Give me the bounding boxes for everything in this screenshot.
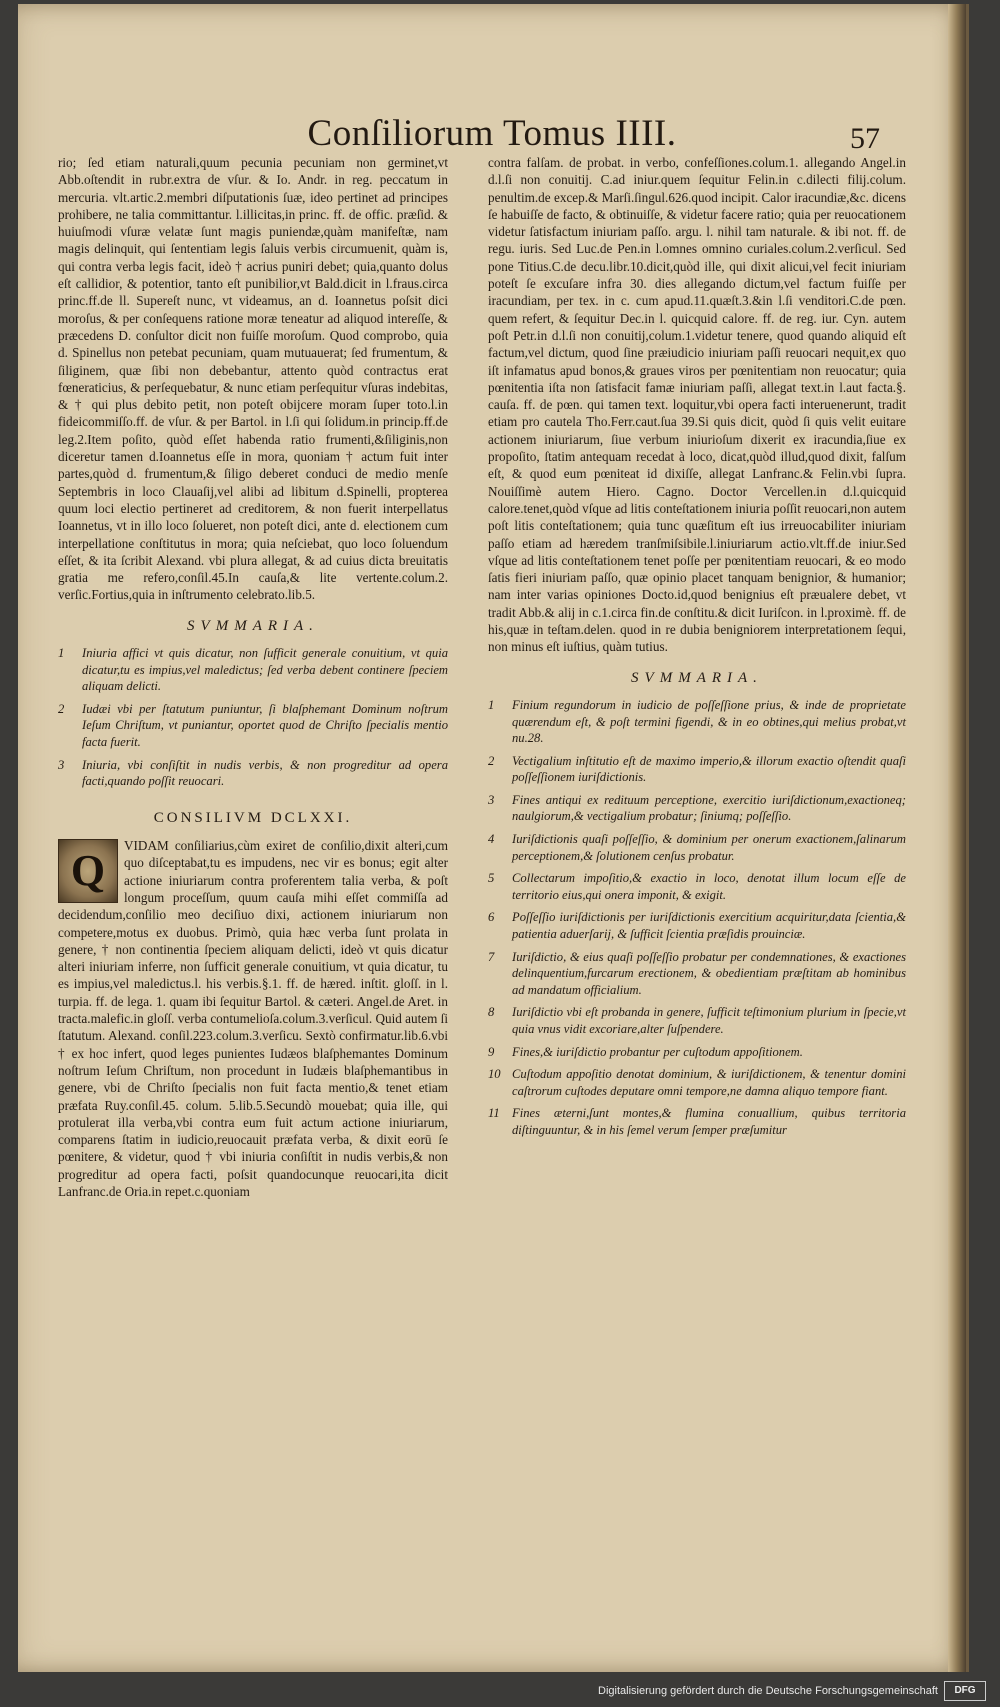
summaria-item: 8 Iuriſdictio vbi eſt probanda in genere, ſufficit teſtimonium plurium in ſpecie,vt quia vnus vidit excoriare,alter ſuſpendere. [488, 1005, 906, 1036]
summaria-item: 3 Fines antiqui ex redituum perceptione, exercitio iuriſdictionum,exactioneq; naulgiorum,& vectigalium probatur; ſiniumq; poſſeſſio. [488, 792, 906, 824]
summaria-item: 7 Iuriſdictio, & eius quaſi poſſeſſio probatur per condemnationes, & exactiones delinquentium,furcarum erectionem, & obedientiam præſtitam ab hominibus ad mandatum officialium. [488, 949, 906, 997]
left-summaria-list [58, 645, 448, 790]
decorated-initial: Q [58, 839, 118, 903]
left-column [58, 154, 448, 1200]
summaria-item: 11 Fines æterni,ſunt montes,& flumina conuallium, quibus territoria diſtinguuntur, & in his ſemel verum ſemper præſumitur [488, 1106, 906, 1137]
left-summaria-heading: SVMMARIA. [187, 617, 319, 634]
right-body-text: contra falſam. de probat. in verbo, confeſſiones.colum.1. allegando Angel.in d.l.ſi non conuitij. C.ad iniur.quem ſequitur Felin.in c.dilecti filij.colum. penultim.de excep.& Marſi.ſingul.626.quod incipit. Calor iracundiæ,&c. dicens ſe habuiſſe de facto, & obtinuiſſe, & videtur facere ratio; quia per reuocationem videtur ſatisfactum iniuriam paſſo. argu. l. nihil tam naturale. & ibi not. ff. de regu. iuris. Sed Luc.de Pen.in l.omnes omnino curiales.colum.2.verſicul. Sed pone Titius.C.de decu.libr.10.dicit,quòd ille, qui dixit alicui,vel fecit iniuriam poteſt ſe excuſare infra 30. dies allegando dictum,vel factum fuiſſe per iracundiam, per tex. in c. cum apud.11.quæſt.3.&in l.ſi venditori.C.de pœn. quem refert, & ſequitur Dec.in l. quicquid calore. ff. de reg. iur. Cyn. autem poſt Petr.in d.l.ſi non conuitij,colum.1.videtur tenere, quod quando aliquid eſt factum,vel dictum, quod ſine præiudicio iniuriam paſſi reuocari nequit,ex quo iſt infamatus apud bonos,& graues viros per pœnitentiam non reuocatur; quia pœnitentia iſta non ſatisfacit famæ iniuriam paſſi, allegat text.in l.aut facta.§. cauſa. ff. de pœn. qui tamen text. loquitur,vbi opera facti interuenerunt, tradit etiam pro cautela Tho.Ferr.caut.ſua 39.Si quis dicit, quòd ſi quis velit euitare actionem iniuriarum, ſiue verbum iniurioſum dixerit ex iracundia,ſiue ex propoſito, ſtatim antequam recedat à loco, dicat,quòd illud,quod dixit, falſum eſt, & quod eum pœniteat id dixiſſe, allegat Lanfranc.& Felin.vbi ſupra. Nouiſſimè autem Hiero. Cagno. Doctor Vercellen.in d.l.quicquid calore.tenet,quòd vſque ad litis conteſtationem iniuria poſſit reuocari,non autem poſt litis conteſtationem; quia tunc quæſitum eſt ius irreuocabiliter iniuriam paſſo etiam ad hæredem tranſmiſsibile.l.iniuriarum actio.vlt.ff.de iniur.Sed vſque ad litis conteſtationem tenet poſſe per pœnitentiam reuocari, & eo modo ſatis fieri iniuriam paſſo, quæ opinio placet tanquam benignior, & humanior; nam inter varias opiniones Docto.id,quod benignius eſt præualere debet, vt tradit Abb.& alij in c.1.circa fin.de conſtitu.& dicit Iuriſcon. in l.proximè. ff. de his,quæ in teſtam.delen. quod in re dubia benigniorem interpretationem ſequi, non minus eſt iuſtius, quàm tutius. [488, 155, 906, 655]
summaria-item: 2 Iudæi vbi per ſtatutum puniuntur, ſi blaſphemant Dominum noſtrum Ieſum Chriſtum, vt puniantur, oportet quod de Chriſto ſpecialis mentio facta fuerit. [58, 701, 448, 749]
dfg-logo: DFG [944, 1681, 986, 1701]
right-summaria-heading: SVMMARIA. [631, 669, 763, 686]
summaria-item: 5 Collectarum impoſitio,& exactio in loco, denotat illum locum eſſe de territorio eius,qui onera imponit, & exigit. [488, 871, 906, 902]
summaria-item: 9 Fines,& iuriſdictio probantur per cuſtodum appoſitionem. [488, 1044, 803, 1059]
running-title: Conſiliorum Tomus IIII. [307, 113, 677, 154]
summaria-item: 3 Iniuria, vbi conſiſtit in nudis verbis, & non progreditur ad opera facti,quando poſſit reuocari. [58, 757, 448, 789]
summaria-item: 1 Iniuria affici vt quis dicatur, non ſufficit generale conuitium, vt quia dicatur,tu es impius,vel maledictus; ſed verba debent continere ſpeciem aliquam delicti. [58, 646, 448, 694]
consilium-heading: CONSILIVM DCLXXI. [153, 809, 353, 826]
summaria-item: 6 Poſſeſſio iuriſdictionis per iuriſdictionis exercitium acquiritur,data ſcientia,& patientia aduerſarij, & ſufficit ſcientia præſidis prouinciæ. [488, 910, 906, 942]
footer-credit: Digitalisierung gefördert durch die Deutsche Forschungsgemeinschaft [598, 1685, 938, 1697]
page-edge [948, 4, 966, 1672]
right-column [488, 154, 906, 1145]
summaria-item: 1 Finium regundorum in iudicio de poſſeſſione prius, & inde de proprietate quærendum eſt, & poſt termini figendi, & in eo obtines,qui melius probat,vt nu.28. [488, 697, 906, 746]
summaria-item: 4 Iuriſdictionis quaſi poſſeſſio, & dominium per onerum exactionem,ſalinarum perceptionem,& ſolutionem cenſus probatur. [488, 832, 906, 863]
summaria-item: 2 Vectigalium inſtitutio eſt de maximo imperio,& illorum exactio oſtendit quaſi poſſeſſionem iuriſdictionis. [488, 753, 906, 785]
right-summaria-list [488, 697, 906, 1139]
left-body-text: rio; ſed etiam naturali,quum pecunia pecuniam non germinet,vt Abb.oſtendit in rubr.extra de vſur. & Io. Andr. in reg. peccatum in mercuria. vlt.artic.2.membri diſputationis ſuæ, ideo pertinet ad principes prohibere, ne talia committantur. l.illicitas,in princ. ff. de offic. præſid. & huiuſmodi vſuræ velatæ ſunt magis puniendæ,quàm manifeſtæ, nam magis delinquit, qui ſententiam legis ſaluis verbis circumuenit, quàm is, qui contra verba legis facit, ideò † acrius puniri debet; quia,quanto dolus eſt callidior, & potentior, tanto eſt punibilior,vt Bald.dicit in l.fraus.circa princ.ff.de ll. Supereſt nunc, vt videamus, an d. Ioannetus poſsit dici moroſus, & per conſequens ratione moræ teneatur ad aliquod intereſſe, & præcedens D. conſultor dicit non fuiſſe moroſum. Quod comprobo, quia d. Spinellus non petebat pecuniam, quam mutuauerat; ſed frumentum, & ſiliginem, quæ ſibi non debebantur, attento quòd contractus erat fœneraticius, & perſequebatur, & nunc etiam perſequitur vſuras indebitas, & † qui plus debito petit, non poteſt obijcere moram ſuper toto.l.in fideicommiſſo.ff. de vſur. & per Bartol. in l.ſi qui ſolidum.in princip.ff.de leg.2.Item poſito, quòd eſſet habenda ratio frumenti,&ſiliginis,non diceretur tamen d.Ioannetus eſſe in mora, quoniam † actum fuit inter partes,quòd d. frumentum,& ſiligo deberet conduci de medio menſe Septembris in loco Clauaſij,vel alibi ad libitum d.Spinelli, propterea quum loci electio pertineret ad creditorem, & non fuerit interpellatus Ioannetus, vt in illo loco ſolueret, non poteſt dici, ante d. electionem cum interpellatione conſtitutus in mora; quia neſciebat, quo loco ſoluendum eſſet, & ita ſcribit Alexand. vbi plura allegat, & ad cuius dicta breuitatis gratia me refero,conſil.45.In cauſa,& lite vertente.colum.2. verſic.Fortius,quia in inſtrumento celebrato.lib.5. [58, 155, 448, 603]
page-number: 57 [850, 122, 880, 155]
footer-bar [0, 1673, 1000, 1707]
book-page [18, 4, 969, 1672]
consilium-body: Q VIDAM conſiliarius,cùm exiret de conſilio,dixit alteri,cum quo diſceptabat,tu es impudens, nec vir es bonus; egit alter actione iniuriarum contra proferentem talia verba, & poſt longum proceſſum, quum cauſa mihi eſſet commiſſa ad decidendum,conſilio meo deciſiuo dixi, actionem iniuriarum non competere,motus ex duobus. Primò, quia hæc verba ſunt prolata in genere, † non continentia ſpeciem aliquam delicti, ideò vt quis dicatur alteri iniuriam inferre, non ſufficit generale conuitium, vt quia dicatur, tu es impius,vel maledictus.l. his verbis.§.1. ff. de hæred. inſtit. gloſſ. in l. turpia. ff. de lega. 1. quam ibi ſequitur Bartol. & cæteri. Angel.de Aret. in tracta.malefic.in gloſſ. verba contumelioſa.colum.3.verſicul. Quid autem ſi ſtatutum. Alexand. conſil.223.colum.3.verſicu. Sextò confirmatur.lib.6.vbi † ex hoc infert, quod leges punientes Iudæos blaſphemantes Dominum noſtrum Ieſum Chriſtum, non procedunt in Iudæis blaſphemantibus in genere, vbi de Chriſto ſpecialis non fuit facta mentio,& tenet etiam præfata Ruy.conſil.45. colum. 5.lib.5.Secundò mouebat; quia ille, qui protulerat illa verba,vbi contra eum fuit actum actione iniuriarum, comparens ſtatim in iudicio,reuocauit præfata verba, & dixit eorū ſe pœnitere, & videtur, quod † vbi iniuria conſiſtit in nudis verbis,& non progreditur ad opera facti, poſsit quandocunque reuocari,ita dicit Lanfranc.de Oria.in repet.c.quoniam [58, 838, 449, 1199]
summaria-item: 10 Cuſtodum appoſitio denotat dominium, & iuriſdictionem, & tenentur domini caſtrorum cuſtodes deputare omni tempore,ne damna aliquo tempore fiant. [488, 1067, 906, 1098]
